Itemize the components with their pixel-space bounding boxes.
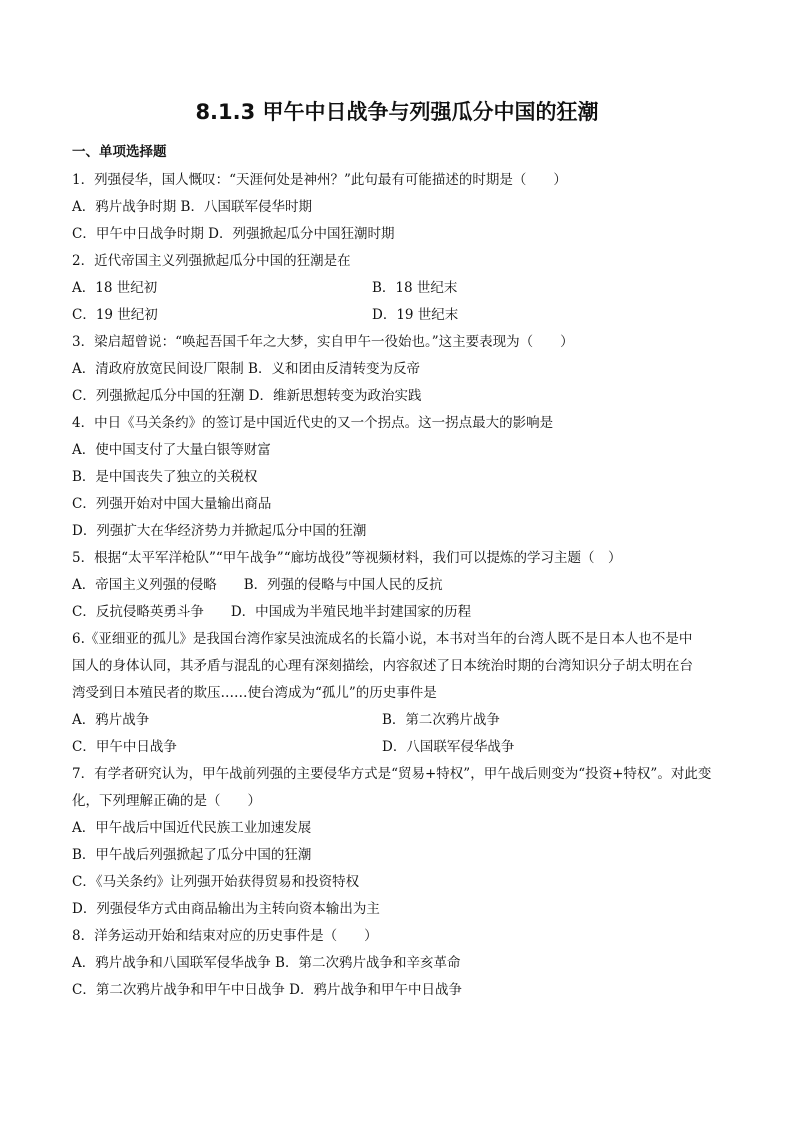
question-8-options-cd: C．第二次鸦片战争和甲午中日战争 D．鸦片战争和甲午中日战争 bbox=[72, 982, 462, 998]
question-4-option-d: D．列强扩大在华经济势力并掀起瓜分中国的狂潮 bbox=[72, 523, 367, 539]
question-6-option-d: D．八国联军侵华战争 bbox=[382, 739, 515, 755]
question-2-option-d: D．19 世纪末 bbox=[372, 307, 459, 323]
question-2-option-c: C．19 世纪初 bbox=[72, 307, 158, 323]
question-4-option-b: B．是中国丧失了独立的关税权 bbox=[72, 469, 258, 485]
question-6-stem-line-2: 国人的身体认同，其矛盾与混乱的心理有深刻描绘，内容叙述了日本统治时期的台湾知识分子胡太明在台 bbox=[72, 658, 693, 674]
question-7-option-d: D．列强侵华方式由商品输出为主转向资本输出为主 bbox=[72, 901, 380, 917]
question-1-options-ab: A．鸦片战争时期 B．八国联军侵华时期 bbox=[72, 199, 312, 215]
question-7-stem-line-2: 化，下列理解正确的是（ ） bbox=[72, 793, 261, 809]
question-8-stem: 8．洋务运动开始和结束对应的历史事件是（ ） bbox=[72, 928, 378, 944]
section-heading: 一、单项选择题 bbox=[72, 144, 167, 160]
question-5-stem: 5．根据“太平军洋枪队”“甲午战争”“廊坊战役”等视频材料，我们可以提炼的学习主题（ ） bbox=[72, 550, 622, 566]
question-3-options-cd: C．列强掀起瓜分中国的狂潮 D．维新思想转变为政治实践 bbox=[72, 388, 422, 404]
question-2-option-b: B．18 世纪末 bbox=[372, 280, 458, 296]
question-2-stem: 2．近代帝国主义列强掀起瓜分中国的狂潮是在 bbox=[72, 253, 351, 269]
question-3-stem: 3．梁启超曾说：“唤起吾国千年之大梦，实自甲午一役始也。”这主要表现为（ ） bbox=[72, 334, 574, 350]
question-7-stem-line-1: 7．有学者研究认为，甲午战前列强的主要侵华方式是“贸易+特权”，甲午战后则变为“投资+特权”。对此变 bbox=[72, 766, 712, 782]
question-6-option-a: A．鸦片战争 bbox=[72, 712, 150, 728]
question-4-option-c: C．列强开始对中国大量输出商品 bbox=[72, 496, 272, 512]
question-6-stem-line-1: 6.《亚细亚的孤儿》是我国台湾作家吴浊流成名的长篇小说，本书对当年的台湾人既不是日本人也不是中 bbox=[72, 631, 693, 647]
question-3-options-ab: A．清政府放宽民间设厂限制 B．义和团由反清转变为反帝 bbox=[72, 361, 420, 377]
question-6-stem-line-3: 湾受到日本殖民者的欺压……使台湾成为“孤儿”的历史事件是 bbox=[72, 685, 437, 701]
page-title: 8.1.3 甲午中日战争与列强瓜分中国的狂潮 bbox=[195, 100, 599, 124]
question-5-options-ab: A．帝国主义列强的侵略 B．列强的侵略与中国人民的反抗 bbox=[72, 577, 443, 593]
question-8-options-ab: A．鸦片战争和八国联军侵华战争 B．第二次鸦片战争和辛亥革命 bbox=[72, 955, 461, 971]
question-7-option-b: B．甲午战后列强掀起了瓜分中国的狂潮 bbox=[72, 847, 312, 863]
question-7-option-c: C．《马关条约》让列强开始获得贸易和投资特权 bbox=[72, 874, 360, 890]
question-4-option-a: A．使中国支付了大量白银等财富 bbox=[72, 442, 271, 458]
question-2-option-a: A．18 世纪初 bbox=[72, 280, 158, 296]
question-7-option-a: A．甲午战后中国近代民族工业加速发展 bbox=[72, 820, 312, 836]
question-5-options-cd: C．反抗侵略英勇斗争 D．中国成为半殖民地半封建国家的历程 bbox=[72, 604, 472, 620]
question-6-option-c: C．甲午中日战争 bbox=[72, 739, 177, 755]
question-1-options-cd: C．甲午中日战争时期 D．列强掀起瓜分中国狂潮时期 bbox=[72, 226, 395, 242]
question-6-option-b: B．第二次鸦片战争 bbox=[382, 712, 500, 728]
question-1-stem: 1．列强侵华，国人慨叹：“天涯何处是神州？”此句最有可能描述的时期是（ ） bbox=[72, 172, 567, 188]
question-4-stem: 4．中日《马关条约》的签订是中国近代史的又一个拐点。这一拐点最大的影响是 bbox=[72, 415, 554, 431]
